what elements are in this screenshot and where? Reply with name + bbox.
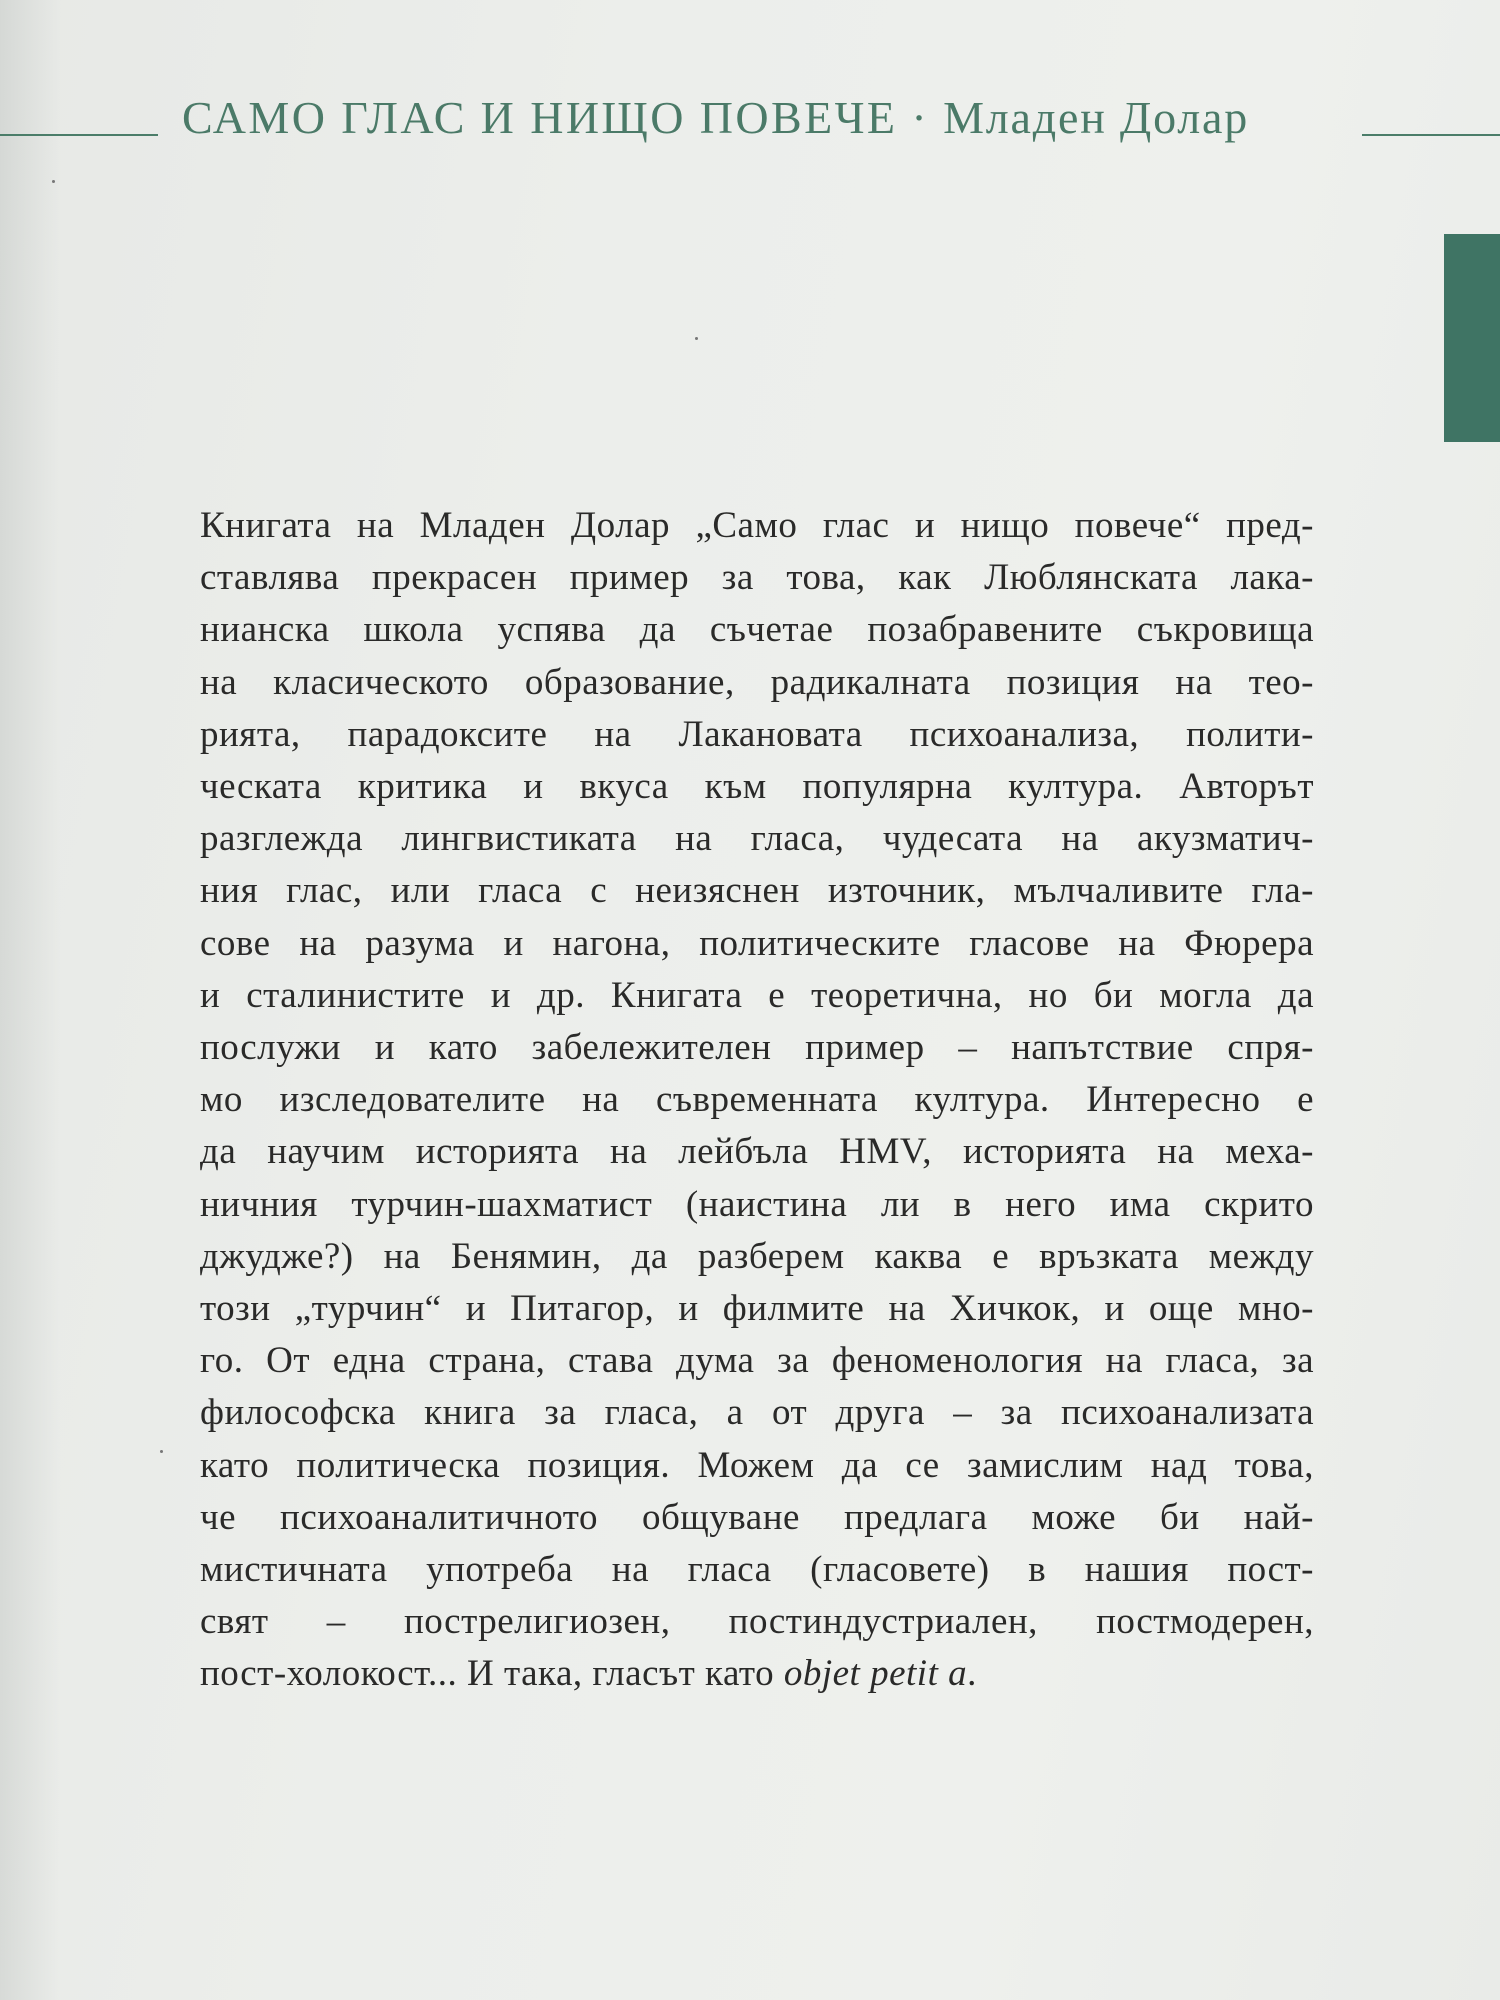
objet-petit-a: objet petit a xyxy=(783,1653,968,1695)
green-color-tab xyxy=(1444,234,1500,442)
blurb-line: нианска школа успява да съчетае позабравените съкровища xyxy=(200,609,1314,651)
blurb-line: ния глас, или гласа с неизяснен източник, мълчаливите гла- xyxy=(200,870,1314,912)
blurb-text xyxy=(200,500,1314,1701)
author-name: Младен Долар xyxy=(943,92,1250,143)
blurb-line: джудже?) на Бенямин, да разберем каква е връзката между xyxy=(200,1235,1314,1277)
blurb-line: рията, парадоксите на Лакановата психоанализа, полити- xyxy=(200,713,1314,755)
blurb-line: го. От една страна, става дума за феноменология на гласа, за xyxy=(200,1340,1314,1382)
blurb-line: този „турчин“ и Питагор, и филмите на Хичкок, и още мно- xyxy=(200,1288,1314,1330)
blurb-line: Книгата на Младен Долар „Само глас и нищо повече“ пред- xyxy=(200,505,1314,546)
paper-speck xyxy=(52,180,55,183)
blurb-line: на класическото образование, радикалната позиция на тео- xyxy=(200,661,1314,703)
blurb-line: мо изследователите на съвременната култура. Интересно е xyxy=(200,1079,1314,1121)
blurb-line: като политическа позиция. Можем да се замислим над това, xyxy=(200,1444,1314,1486)
title-separator: · xyxy=(911,92,930,143)
cover-edge-shadow xyxy=(0,0,60,2000)
blurb-last-line xyxy=(200,1648,1314,1700)
paper-speck xyxy=(160,1450,163,1453)
blurb-line: философска книга за гласа, а от друга – за психоанализата xyxy=(200,1392,1314,1434)
header xyxy=(0,88,1500,148)
blurb-line: да научим историята на лейбъла HMV, историята на меха- xyxy=(200,1131,1314,1173)
blurb-line: мистичната употреба на гласа (гласовете) в нашия пост- xyxy=(200,1549,1314,1591)
header-text xyxy=(182,88,1342,148)
header-rule-right xyxy=(1362,134,1500,136)
header-rule-left xyxy=(0,134,158,136)
blurb-line: ческата критика и вкуса към популярна култура. Авторът xyxy=(200,766,1314,808)
blurb-line: и сталинистите и др. Книгата е теоретична, но би могла да xyxy=(200,974,1314,1016)
blurb-line: сове на разума и нагона, политическите гласове на Фюрера xyxy=(200,922,1314,964)
blurb-line: послужи и като забележителен пример – напътствие спря- xyxy=(200,1027,1314,1069)
blurb-line: свят – пострелигиозен, постиндустриален, постмодерен, xyxy=(200,1601,1314,1643)
blurb-line: разглежда лингвистиката на гласа, чудесата на акузматич- xyxy=(200,818,1314,860)
last-line-prefix: пост-холокост... И така, гласът като xyxy=(200,1653,784,1695)
paper-speck xyxy=(695,337,698,340)
last-line-suffix: . xyxy=(967,1653,977,1695)
book-title: САМО ГЛАС И НИЩО ПОВЕЧЕ xyxy=(182,92,898,143)
blurb-line: ставлява прекрасен пример за това, как Люблянската лака- xyxy=(200,557,1314,599)
blurb-line: ничния турчин-шахматист (наистина ли в него има скрито xyxy=(200,1183,1314,1225)
blurb-line: че психоаналитичното общуване предлага може би най- xyxy=(200,1496,1314,1538)
